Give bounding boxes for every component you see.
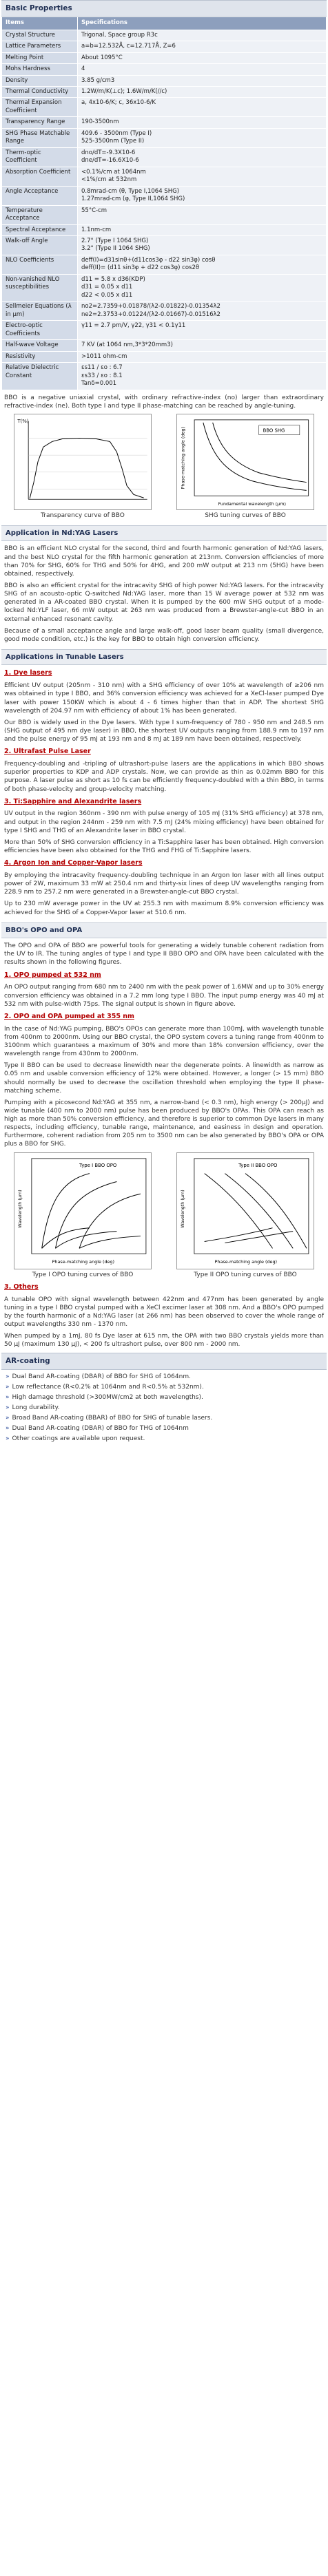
section-title-tunable: Applications in Tunable Lasers <box>1 649 327 666</box>
transparency-caption: Transparency curve of BBO <box>41 511 125 519</box>
type2-opo-title: Type II BBO OPO <box>238 1162 278 1168</box>
opo-paragraph-4: Type II BBO can be used to decrease linewidth near the degenerate points. A linewidth as narrow as 0.05 nm and usable conversion efficiency of 12% were obtained. However, a longer (> 15 mm) BBO should normally be used to decrease the oscillation threshold when employing the type II phase-matching scheme. <box>4 1062 324 1095</box>
property-name: Crystal Structure <box>2 30 78 41</box>
property-name: Spectral Acceptance <box>2 224 78 235</box>
property-row <box>2 52 327 63</box>
bullet-icon: » <box>6 1404 10 1412</box>
property-value: no2=2.7359+0.01878/(λ2-0.01822)-0.01354λ2 ne2=2.3753+0.01224/(λ2-0.01667)-0.01516λ2 <box>78 302 327 321</box>
transparency-curve-plot <box>14 414 152 510</box>
bullet-icon: » <box>6 1435 10 1443</box>
property-name: Absorption Coefficient <box>2 167 78 186</box>
property-row <box>2 167 327 186</box>
property-name: Sellmeier Equations (λ in μm) <box>2 302 78 321</box>
property-row <box>2 340 327 351</box>
shg-tuning-caption: SHG tuning curves of BBO <box>205 511 286 519</box>
property-row <box>2 274 327 301</box>
figure-row-2 <box>1 1152 327 1279</box>
property-value: dno/dT=-9.3X10-6 dne/dT=-16.6X10-6 <box>78 147 327 167</box>
property-value: About 1095°C <box>78 52 327 63</box>
coating-item-text: Other coatings are available upon request. <box>12 1435 145 1443</box>
coating-item <box>6 1383 322 1391</box>
property-value: <0.1%/cm at 1064nm <1%/cm at 532nm <box>78 167 327 186</box>
heading-argon: 4. Argon Ion and Copper-Vapor lasers <box>4 859 143 867</box>
heading-opo-532: 1. OPO pumped at 532 nm <box>4 971 101 979</box>
argon-paragraph-2: Up to 230 mW average power in the UV at 255.3 nm with maximum 8.9% conversion efficiency was achieved for the SHG of a Copper-Vapor laser at 510.6 nm. <box>4 900 324 916</box>
property-value: 4 <box>78 64 327 75</box>
property-row <box>2 41 327 52</box>
property-row <box>2 205 327 224</box>
property-value: γ11 = 2.7 pm/V, γ22, γ31 < 0.1γ11 <box>78 321 327 340</box>
intro-paragraph: BBO is a negative uniaxial crystal, with ordinary refractive-index (no) larger than extraordinary refractive-index (ne). Both type I and type II phase-matching can be reached by angle-tuning. <box>4 394 324 410</box>
property-row <box>2 98 327 117</box>
coating-item-text: Broad Band AR-coating (BBAR) of BBO for SHG of tunable lasers. <box>12 1415 213 1422</box>
type1-opo-y-label: Wavelength (μm) <box>17 1189 23 1228</box>
tisapphire-paragraph-2: More than 50% of SHG conversion efficiency in a Ti:Sapphire laser has been obtained. High conversion efficiencies have been also obtained for the THG and FHG of Ti:Sapphire lasers. <box>4 838 324 855</box>
property-value: 3.85 g/cm3 <box>78 75 327 86</box>
type2-opo-y-label: Wavelength (μm) <box>180 1189 186 1228</box>
section-title-opo: BBO's OPO and OPA <box>1 922 327 939</box>
properties-table-body <box>2 30 327 390</box>
figure-transparency <box>7 414 158 520</box>
coating-item <box>6 1393 322 1402</box>
property-value: 190-3500nm <box>78 117 327 128</box>
property-name: Thermal Conductivity <box>2 86 78 97</box>
bullet-icon: » <box>6 1393 10 1401</box>
property-value: 55°C-cm <box>78 205 327 224</box>
property-row <box>2 86 327 97</box>
type1-opo-x-label: Phase-matching angle (deg) <box>52 1258 115 1265</box>
bullet-icon: » <box>6 1373 10 1380</box>
property-name: SHG Phase Matchable Range <box>2 128 78 147</box>
coating-item <box>6 1435 322 1443</box>
property-name: Relative Dielectric Constant <box>2 363 78 390</box>
coating-item-text: Dual Band AR-coating (DBAR) of BBO for SHG of 1064nm. <box>12 1373 191 1380</box>
coating-item-text: Long durability. <box>12 1404 60 1412</box>
property-name: Angle Acceptance <box>2 186 78 205</box>
coating-item <box>6 1424 322 1433</box>
property-row <box>2 351 327 362</box>
tisapphire-paragraph-1: UV output in the region 360nm - 390 nm with pulse energy of 105 mJ (31% SHG efficiency) at 378 nm, and output in the region 244nm - 259 nm with 7.5 mJ (24% mixing efficiency) have been obtained for type I SHG and THG of an Alexandrite laser in BBO crystal. <box>4 810 324 834</box>
bullet-icon: » <box>6 1383 10 1391</box>
property-value: Trigonal, Space group R3c <box>78 30 327 41</box>
dye-paragraph-2: Our BBO is widely used in the Dye lasers. With type I sum-frequency of 780 - 950 nm and 248.5 nm (SHG output of 495 nm dye laser) in BBO, the shortest UV outputs ranging from 188.9 nm to 197 nm and the pulse energy of 95 mJ at 193 nm and 8 mJ at 189 nm have been obtained, respectively. <box>4 719 324 743</box>
property-row <box>2 75 327 86</box>
property-row <box>2 363 327 390</box>
property-name: Electro-optic Coefficients <box>2 321 78 340</box>
type2-opo-x-label: Phase-matching angle (deg) <box>214 1258 278 1265</box>
heading-ultrafast: 2. Ultrafast Pulse Laser <box>4 748 91 756</box>
shg-tuning-plot <box>176 414 314 510</box>
section-title-basic: Basic Properties <box>1 0 327 17</box>
others-paragraph-1: A tunable OPO with signal wavelength between 422nm and 477nm has been generated by angle tuning in a type I BBO crystal pumped with a XeCl excimer laser at 308 nm. And a BBO's OPO pumped by the fourth harmonic of a Nd:YAG laser (at 266 nm) has been observed to cover the whole range of output wavelengths 330 nm - 1370 nm. <box>4 1296 324 1328</box>
coating-item-text: Low reflectance (R<0.2% at 1064nm and R<0.5% at 532nm). <box>12 1383 204 1391</box>
property-value: >1011 ohm-cm <box>78 351 327 362</box>
property-name: Mohs Hardness <box>2 64 78 75</box>
property-name: Density <box>2 75 78 86</box>
figure-shg-tuning <box>170 414 321 520</box>
heading-opo-355: 2. OPO and OPA pumped at 355 nm <box>4 1012 134 1020</box>
others-paragraph-2: When pumped by a 1mJ, 80 fs Dye laser at 615 nm, the OPA with two BBO crystals yields more than 50 μJ (maximum 130 μJ), < 200 fs ultrashort pulse, over 800 nm - 2000 nm. <box>4 1333 324 1349</box>
property-row <box>2 236 327 255</box>
type1-opo-caption: Type I OPO tuning curves of BBO <box>32 1271 134 1278</box>
coating-list <box>6 1373 322 1444</box>
section-title-ndyag: Application in Nd:YAG Lasers <box>1 525 327 542</box>
property-name: Temperature Acceptance <box>2 205 78 224</box>
property-name: Transparency Range <box>2 117 78 128</box>
coating-item-text: High damage threshold (>300MW/cm2 at both wavelengths). <box>12 1393 203 1401</box>
property-name: Lattice Parameters <box>2 41 78 52</box>
section-title-coating: AR-coating <box>1 1353 327 1369</box>
property-value: a=b=12.532Å, c=12.717Å, Z=6 <box>78 41 327 52</box>
type1-opo-plot <box>14 1152 152 1269</box>
heading-others: 3. Others <box>4 1282 39 1291</box>
property-row <box>2 255 327 274</box>
property-row <box>2 128 327 147</box>
property-value: a, 4x10-6/K; c, 36x10-6/K <box>78 98 327 117</box>
property-name: Resistivity <box>2 351 78 362</box>
property-row <box>2 117 327 128</box>
property-value: 1.1nm-cm <box>78 224 327 235</box>
coating-item <box>6 1404 322 1412</box>
ndyag-paragraph-1: BBO is an efficient NLO crystal for the second, third and fourth harmonic generation of Nd:YAG lasers, and the best NLO crystal for the fifth harmonic generation at 213nm. Conversion efficiencies of more than 70% for SHG, 60% for THG and 50% for 4HG, and 200 mW output at 213 nm (5HG) have been obtained, respectively. <box>4 545 324 578</box>
property-row <box>2 224 327 235</box>
dye-paragraph-1: Efficient UV output (205nm - 310 nm) with a SHG efficiency of over 10% at wavelength of ≥206 nm was obtained in type I BBO, and 36% conversion efficiency was achieved for a XeCl-laser pumped Dye laser with power 150KW which is about 4 - 6 times higher than that in ADP. The shortest SHG wavelength of 204.97 nm with efficiency of about 1% has been generated. <box>4 682 324 715</box>
heading-tisapphire: 3. Ti:Sapphire and Alexandrite lasers <box>4 797 142 805</box>
shg-y-label: Phase-matching angle (deg) <box>180 426 186 489</box>
figure-type2-opo <box>170 1152 321 1279</box>
heading-dye-lasers: 1. Dye lasers <box>4 669 52 677</box>
property-value: 2.7° (Type I 1064 SHG) 3.2° (Type II 1064 SHG) <box>78 236 327 255</box>
property-name: Walk-off Angle <box>2 236 78 255</box>
property-row <box>2 186 327 205</box>
property-name: NLO Coefficients <box>2 255 78 274</box>
property-value: d11 = 5.8 x d36(KDP) d31 = 0.05 x d11 d22 < 0.05 x d11 <box>78 274 327 301</box>
property-value: 1.2W/m/K(⊥c); 1.6W/m/K(//c) <box>78 86 327 97</box>
argon-paragraph-1: By employing the intracavity frequency-doubling technique in an Argon Ion laser with all lines output power of 2W, maximum 33 mW at 250.4 nm and thirty-six lines of deep UV wavelengths ranging from 228.9 nm to 257.2 nm were generated in a Brewster-angle-cut BBO crystal. <box>4 872 324 896</box>
opo-paragraph-5: Pumping with a picosecond Nd:YAG at 355 nm, a narrow-band (< 0.3 nm), high energy (> 200μJ) and wide tunable (400 nm to 2000 nm) pulse has been produced by BBO's OPAs. This OPA can reach as high as more than 50% conversion efficiency, and therefore is superior to common Dye lasers in many respects, including efficiency, tunable range, maintenance, and easiness in design and operation. Furthermore, coherent radiation from 205 nm to 3500 nm can be also generated by BBO's OPA or OPA plus a BBO for SHG. <box>4 1099 324 1148</box>
type1-opo-title: Type I BBO OPO <box>79 1162 117 1168</box>
coating-item <box>6 1373 322 1381</box>
property-row <box>2 30 327 41</box>
figure-row-1 <box>1 414 327 520</box>
property-value: deff(I)=d31sinθ+(d11cos3φ - d22 sin3φ) cosθ deff(II)= (d11 sin3φ + d22 cos3φ) cos2θ <box>78 255 327 274</box>
property-value: 0.8mrad-cm (θ, Type I,1064 SHG) 1.27mrad-cm (φ, Type II,1064 SHG) <box>78 186 327 205</box>
property-name: Non-vanished NLO susceptibilities <box>2 274 78 301</box>
type2-opo-plot <box>176 1152 314 1269</box>
coating-item <box>6 1414 322 1422</box>
property-name: Therm-optic Coefficient <box>2 147 78 167</box>
figure-type1-opo <box>7 1152 158 1279</box>
bullet-icon: » <box>6 1425 10 1433</box>
ndyag-paragraph-3: Because of a small acceptance angle and large walk-off, good laser beam quality (small divergence, good mode condition, etc.) is the key for BBO to obtain high conversion efficiency. <box>4 627 324 643</box>
property-value: 7 KV (at 1064 nm,3*3*20mm3) <box>78 340 327 351</box>
properties-table <box>1 17 327 390</box>
property-name: Half-wave Voltage <box>2 340 78 351</box>
opo-paragraph-3: In the case of Nd:YAG pumping, BBO's OPOs can generate more than 100mJ, with wavelength tunable from 400nm to 2000nm. Using our BBO crystal, the OPO system covers a tuning range from 400nm to 3100nm which guarantees a maximum of 30% and more than 18% conversion efficiency, over the wavelength range from 430nm to 2000nm. <box>4 1025 324 1058</box>
opo-paragraph-1: The OPO and OPA of BBO are powerful tools for generating a widely tunable coherent radiation from the UV to IR. The tuning angles of type I and type II BBO OPO and OPA have been calculated with the results shown in the following figures. <box>4 942 324 967</box>
property-value: εs11 / εo : 6.7 εs33 / εo : 8.1 Tanδ=0.001 <box>78 363 327 390</box>
bullet-icon: » <box>6 1415 10 1422</box>
column-header-specifications: Specifications <box>78 17 327 30</box>
shg-x-label: Fundamental wavelength (μm) <box>218 500 286 507</box>
property-row <box>2 321 327 340</box>
ultrafast-paragraph: Frequency-doubling and -tripling of ultrashort-pulse lasers are the applications in which BBO shows superior properties to KDP and ADP crystals. Now, we can provide as thin as 0.02mm BBO for this purpose. A laser pulse as short as 10 fs can be efficiently frequency-doubled with a thin BBO, in terms of both phase-velocity and group-velocity matching. <box>4 761 324 793</box>
ndyag-paragraph-2: BBO is also an efficient crystal for the intracavity SHG of high power Nd:YAG lasers. For the intracavity SHG of an acousto-optic Q-switched Nd:YAG laser, more than 15 W average power at 532 nm was generated in a AR-coated BBO crystal. When it is pumped by the 600 mW SHG output of a mode-locked Nd:YLF laser, 66 mW output at 263 nm was produced from a Brewster-angle-cut BBO in an external enhanced resonant cavity. <box>4 582 324 623</box>
property-name: Melting Point <box>2 52 78 63</box>
type2-opo-caption: Type II OPO tuning curves of BBO <box>194 1271 297 1278</box>
shg-legend: BBO SHG <box>263 427 285 434</box>
coating-item-text: Dual Band AR-coating (DBAR) of BBO for THG of 1064nm <box>12 1425 189 1433</box>
property-name: Thermal Expansion Coefficient <box>2 98 78 117</box>
transparency-y-label: T(%) <box>17 418 29 424</box>
opo-paragraph-2: An OPO output ranging from 680 nm to 2400 nm with the peak power of 1.6MW and up to 30% energy conversion efficiency was obtained in a 7.2 mm long type I BBO. The input pump energy was 40 mJ at 532 nm with pulse-width 75ps. The signal output is shown in figure above. <box>4 984 324 1008</box>
property-row <box>2 64 327 75</box>
column-header-items: Items <box>2 17 78 30</box>
property-row <box>2 302 327 321</box>
property-row <box>2 147 327 167</box>
property-value: 409.6 - 3500nm (Type I) 525-3500nm (Type II) <box>78 128 327 147</box>
